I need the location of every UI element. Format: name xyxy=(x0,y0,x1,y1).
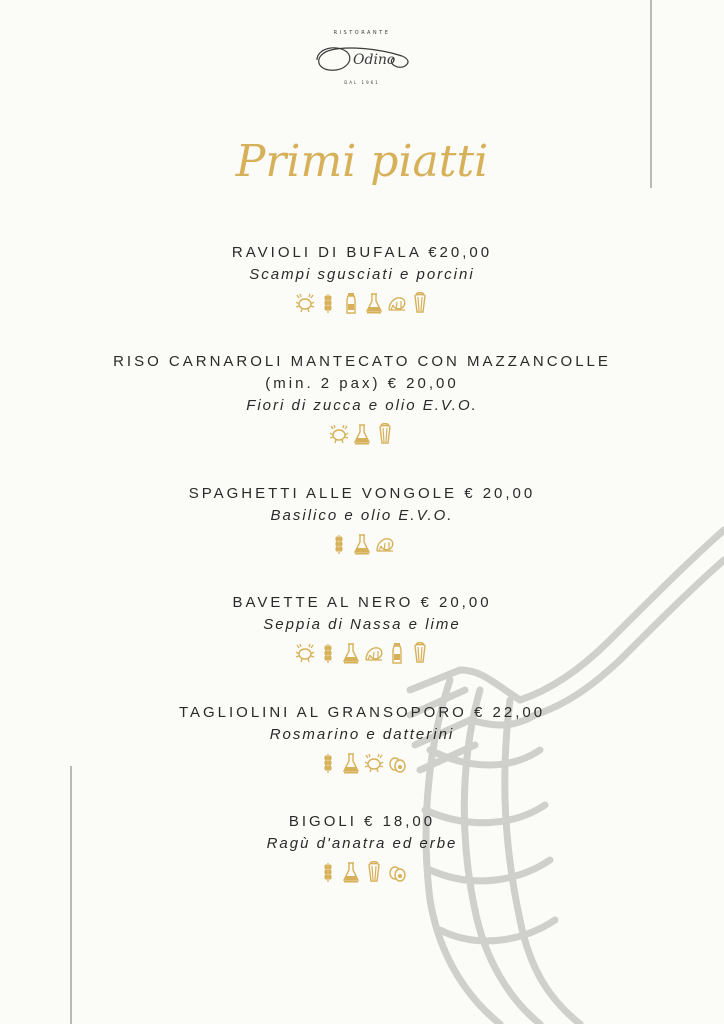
menu-item xyxy=(0,242,724,316)
dish-name: RISO CARNAROLI MANTECATO CON MAZZANCOLLE xyxy=(113,353,611,370)
dish-name: TAGLIOLINI AL GRANSOPORO € 22,00 xyxy=(178,704,546,721)
celery-icon xyxy=(410,292,430,314)
allergen-icons xyxy=(0,423,724,447)
mollusc-icon xyxy=(375,533,395,555)
gluten-icon xyxy=(318,642,338,664)
gluten-icon xyxy=(318,752,338,774)
celery-icon xyxy=(410,642,430,664)
crustacean-icon xyxy=(364,752,384,774)
dish-name: (min. 2 pax) € 20,00 xyxy=(265,375,459,392)
logo-bottom-text: DAL 1961 xyxy=(344,80,380,85)
lab-flask-icon xyxy=(352,533,372,555)
egg-icon xyxy=(387,861,407,883)
logo-script-signature xyxy=(307,38,417,78)
crustacean-icon xyxy=(295,292,315,314)
allergen-icons xyxy=(0,861,724,885)
allergen-icons xyxy=(0,752,724,776)
allergen-icons xyxy=(0,533,724,557)
dish-description: Rosmarino e datterini xyxy=(269,726,455,743)
mollusc-icon xyxy=(364,642,384,664)
celery-icon xyxy=(364,861,384,883)
milk-icon xyxy=(387,642,407,664)
lab-flask-icon xyxy=(341,752,361,774)
lab-flask-icon xyxy=(364,292,384,314)
dish-description: Ragù d'anatra ed erbe xyxy=(266,835,458,852)
gluten-icon xyxy=(318,861,338,883)
decorative-line-bottom xyxy=(70,766,72,1024)
crustacean-icon xyxy=(295,642,315,664)
milk-icon xyxy=(341,292,361,314)
menu-item xyxy=(0,351,724,447)
lab-flask-icon xyxy=(352,423,372,445)
dish-name: BAVETTE AL NERO € 20,00 xyxy=(232,594,492,611)
dish-name: SPAGHETTI ALLE VONGOLE € 20,00 xyxy=(188,485,536,502)
lab-flask-icon xyxy=(341,861,361,883)
page-title: Primi piatti xyxy=(235,136,489,187)
logo-top-text: RISTORANTE xyxy=(333,30,391,36)
dish-name: RAVIOLI DI BUFALA €20,00 xyxy=(231,244,493,261)
dish-name: BIGOLI € 18,00 xyxy=(288,813,436,830)
dish-description: Fiori di zucca e olio E.V.O. xyxy=(246,397,478,414)
allergen-icons xyxy=(0,642,724,666)
mollusc-icon xyxy=(387,292,407,314)
menu-item xyxy=(0,592,724,666)
lab-flask-icon xyxy=(341,642,361,664)
menu-item xyxy=(0,811,724,885)
dish-description: Scampi sgusciati e porcini xyxy=(249,266,475,283)
menu-item xyxy=(0,702,724,776)
menu-item xyxy=(0,483,724,557)
dish-description: Seppia di Nassa e lime xyxy=(263,616,461,633)
egg-icon xyxy=(387,752,407,774)
gluten-icon xyxy=(318,292,338,314)
logo-script-text: Odino xyxy=(353,52,396,68)
celery-icon xyxy=(375,423,395,445)
restaurant-logo xyxy=(300,30,424,102)
crustacean-icon xyxy=(329,423,349,445)
gluten-icon xyxy=(329,533,349,555)
dish-description: Basilico e olio E.V.O. xyxy=(270,507,454,524)
allergen-icons xyxy=(0,292,724,316)
